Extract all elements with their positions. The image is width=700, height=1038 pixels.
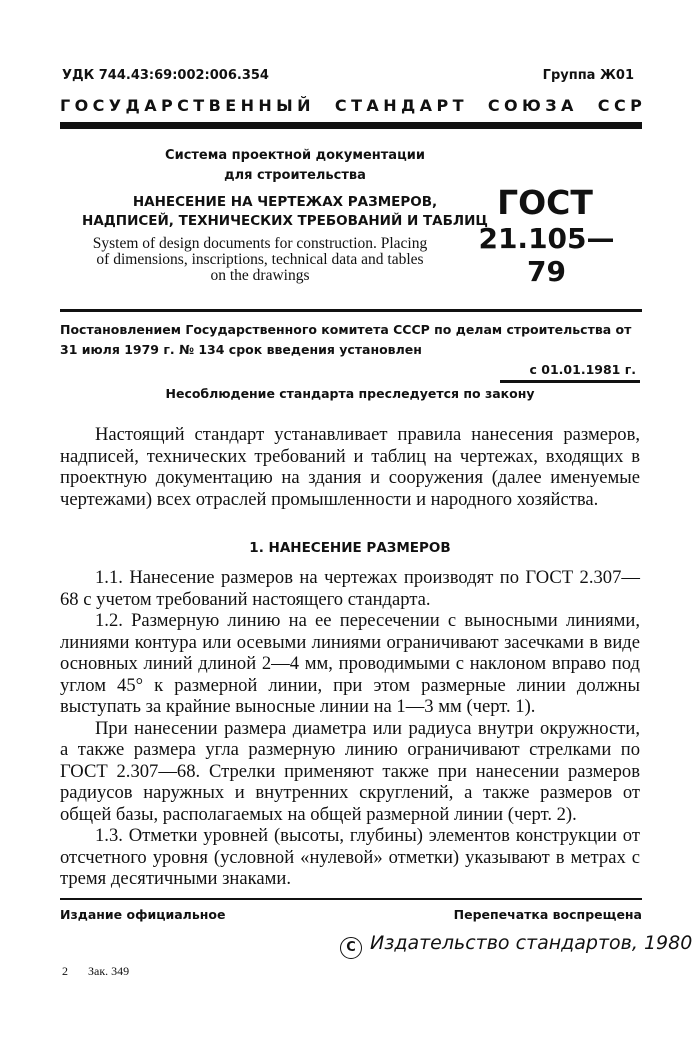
order-number: Зак. 349: [88, 964, 130, 978]
decree-line-2: 31 июля 1979 г. № 134 срок введения установлен: [60, 342, 422, 357]
banner-letter: О: [74, 96, 89, 115]
paragraph-1-2-cont: При нанесении размера диаметра или радиуса внутри окружности, а также размера угла размерную линию ограничивают стрелками по ГОСТ 2.307—68. Стрелки применяют также при нанесении размеров радиусов наружных и внутренних скруглений, а также размеров от общей базы, располагаемых на общей размерной линии (черт. 2).: [60, 717, 640, 825]
banner-letter: Е: [225, 96, 237, 115]
banner-letter: Г: [60, 96, 71, 115]
banner-letter: Р: [436, 96, 449, 115]
banner-letter: С: [613, 96, 626, 115]
english-title-line-1: System of design documents for construction. Placing: [92, 235, 428, 252]
banner-letter: Й: [297, 96, 311, 115]
bottom-rule: [60, 898, 642, 900]
effective-date: с 01.01.1981 г.: [529, 362, 636, 377]
decree-line-1: Постановлением Государственного комитета СССР по делам строительства от: [60, 322, 632, 337]
banner-letter: С: [487, 96, 500, 115]
banner-letter: [325, 96, 331, 115]
system-title-line-1: Система проектной документации: [165, 148, 425, 163]
banner-letter: Т: [452, 96, 464, 115]
english-title-line-3: on the drawings: [210, 267, 310, 284]
paragraph-1-2: 1.2. Размерную линию на ее пересечении с выносными линиями, линиями контура или осевыми линиями ограничивают засечками в виде основных линий длиной 2—4 мм, проводимыми с наклоном вправо под углом 45° к размерной линии, при этом размерные линии должны выступать за крайние выносные линии на 1—3 мм (черт. 1).: [60, 610, 640, 717]
section-body: [60, 567, 640, 890]
system-title-line-2: для строительства: [224, 168, 366, 183]
banner-letter: З: [545, 96, 557, 115]
gost-label: ГОСТ: [497, 183, 593, 222]
page-number: 2: [62, 964, 68, 978]
classification-group: Группа Ж01: [542, 68, 634, 83]
top-rule: [60, 122, 642, 129]
banner-letter: О: [504, 96, 518, 115]
reprint-notice: Перепечатка воспрещена: [453, 907, 642, 922]
banner-letter: Ю: [522, 96, 541, 115]
penalty-notice: Несоблюдение стандарта преследуется по закону: [165, 386, 535, 401]
banner-letter: [468, 96, 474, 115]
state-standard-banner: [60, 96, 642, 115]
banner-letter: Д: [400, 96, 416, 115]
banner-letter: Н: [258, 96, 272, 115]
banner-letter: С: [177, 96, 189, 115]
banner-letter: [578, 96, 584, 115]
intro-paragraph-block: [60, 424, 640, 510]
banner-letter: А: [561, 96, 574, 115]
copyright-text: Издательство стандартов, 1980: [370, 932, 693, 954]
banner-letter: У: [108, 96, 122, 115]
banner-letter: С: [334, 96, 347, 115]
official-edition: Издание официальное: [60, 907, 226, 922]
middle-rule: [60, 309, 642, 312]
banner-letter: Т: [351, 96, 362, 115]
copyright-line: [340, 932, 692, 959]
paragraph-1-3: 1.3. Отметки уровней (высоты, глубины) элементов конструкции от отсчетного уровня (условной «нулевой» отметки) указывают в метрах с тремя десятичными знаками.: [60, 825, 640, 889]
banner-letter: [478, 96, 484, 115]
banner-letter: А: [144, 96, 157, 115]
banner-letter: А: [366, 96, 379, 115]
udk-code: УДК 744.43:69:002:006.354: [62, 68, 269, 83]
effective-date-rule: [500, 380, 640, 383]
intro-paragraph: Настоящий стандарт устанавливает правила нанесения размеров, надписей, технических требований и таблиц на чертежах, входящих в проектную документацию на здания и сооружения (далее именуемые чертежами) всех отраслей промышленности и народного хозяйства.: [60, 424, 640, 510]
banner-letter: Д: [125, 96, 140, 115]
english-title: [60, 236, 460, 284]
banner-letter: Н: [383, 96, 397, 115]
document-title-line-2: НАДПИСЕЙ, ТЕХНИЧЕСКИХ ТРЕБОВАНИЙ И ТАБЛИЦ: [82, 213, 488, 229]
section-heading: 1. НАНЕСЕНИЕ РАЗМЕРОВ: [249, 540, 451, 556]
banner-letter: Т: [193, 96, 205, 115]
gost-number: 21.105—79: [478, 222, 615, 288]
copyright-icon: C: [340, 937, 362, 959]
document-title-line-1: НАНЕСЕНИЕ НА ЧЕРТЕЖАХ РАЗМЕРОВ,: [132, 194, 438, 210]
english-title-line-2: of dimensions, inscriptions, technical data and tables: [96, 251, 424, 268]
banner-letter: Р: [630, 96, 642, 115]
banner-letter: Р: [160, 96, 173, 115]
banner-letter: В: [208, 96, 221, 115]
banner-letter: С: [597, 96, 610, 115]
banner-letter: Ы: [276, 96, 293, 115]
banner-letter: Н: [240, 96, 254, 115]
banner-letter: А: [419, 96, 433, 115]
banner-letter: [588, 96, 594, 115]
paragraph-1-1: 1.1. Нанесение размеров на чертежах производят по ГОСТ 2.307—68 с учетом требований настоящего стандарта.: [60, 567, 640, 610]
banner-letter: С: [92, 96, 105, 115]
banner-letter: [315, 96, 321, 115]
